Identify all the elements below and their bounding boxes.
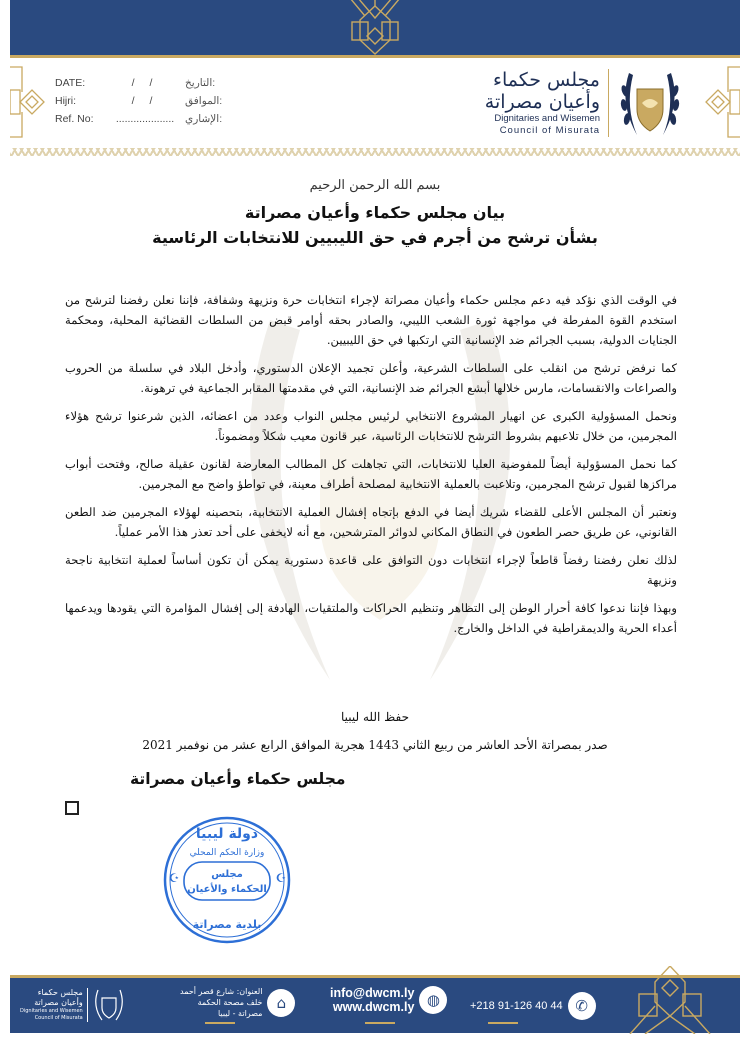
- footer-logo-en1: Dignitaries and Wisemen: [20, 1008, 83, 1014]
- laurel-shield-emblem-icon: [615, 63, 685, 143]
- ref-label-en: Ref. No:: [55, 113, 94, 125]
- logo-arabic-line1: مجلس حكماء: [493, 69, 600, 91]
- gold-underline: [365, 1022, 395, 1024]
- statement-title: بيان مجلس حكماء وأعيان مصراتة: [244, 203, 506, 222]
- address-line1: العنوان: شارع قصر أحمد: [180, 987, 263, 996]
- ref-value: ....................: [115, 113, 175, 125]
- paragraph: ونعتبر أن المجلس الأعلى للقضاء شريك أيضا في الدفع بإتجاه إفشال العملية الانتخابية، بتحصينه لهؤلاء المجرمين ضد الطعن القانوني، عن طريق حصر الطعون في النطاق المكاني لدوائر المترشحين، مع أنه لايخفى على أحد تعذر هذا الأمر عملياً.: [65, 505, 677, 539]
- date-label-en: DATE:: [55, 77, 86, 89]
- top-banner: [10, 0, 740, 58]
- footer-logo-en2: Council of Misurata: [34, 1015, 83, 1021]
- statement-subtitle: بشأن ترشح من أجرم في حق الليبيين للانتخابات الرئاسية: [152, 228, 598, 247]
- address-line3: مصراتة - ليبيا: [217, 1009, 263, 1018]
- paragraph: في الوقت الذي نؤكد فيه دعم مجلس حكماء وأعيان مصراتة لإجراء انتخابات حرة ونزيهة وشفافة، فإننا نعلن رفضنا لترشح من استخدم القوة المفرطة في مواجهة ثورة الشعب الليبي، والصادر بحقه أوامر قبض من السلطات القضائية المحلية، ومحكمة الجنايات الدولية، بسبب الجرائم ضد الإنسانية التي ارتكبها في حق الليبيين.: [65, 293, 677, 347]
- statement-body: [65, 290, 677, 646]
- letterhead-page: [10, 0, 740, 1042]
- stamp-center-line2: الحكماء والأعيان: [187, 884, 267, 895]
- footer-phone: [470, 992, 596, 1020]
- date-field: [55, 74, 235, 92]
- hijri-label-en: Hijri:: [55, 95, 76, 107]
- address-line2: خلف مصحة الحكمة: [197, 998, 263, 1007]
- hijri-field: [55, 92, 235, 110]
- logo-english-line2: Council of Misurata: [499, 125, 600, 136]
- globe-icon: ◍: [419, 986, 447, 1014]
- empty-checkbox[interactable]: [65, 801, 79, 815]
- phone-icon: ✆: [568, 992, 596, 1020]
- paragraph: كما نحمل المسؤولية أيضاً للمفوضية العليا للانتخابات، التي تجاهلت كل المطالب المعارضة لقانون عقيلة صالح، وفتحت أبواب مراكزها لقبول ترشح المجرمين، وتلاعبت بالعملية الانتخابية لمصلحة أطراف معينة، في تواطؤ واضح مع المجرمين.: [65, 457, 677, 491]
- footer-logo-ar1: مجلس حكماء: [37, 988, 83, 997]
- braid-divider: [10, 148, 740, 156]
- website-link[interactable]: www.dwcm.ly: [332, 1000, 415, 1014]
- left-ornament-icon: [10, 62, 46, 142]
- header-fields: [55, 74, 235, 128]
- hijri-label-ar: :الموافق: [185, 95, 223, 107]
- ref-label-ar: :الإشاري: [185, 113, 223, 125]
- paragraph: كما نرفض ترشح من انقلب على السلطات الشرعية، وأعلن تجميد الإعلان الدستوري، وأدخل البلاد في سلسلة من الحروب والصراعات والانقسامات، مارس خلالها أبشع الجرائم ضد الإنسانية، التي في مقدمتها المقابر الجماعية في ترهونة.: [65, 361, 677, 395]
- footer-emblem-icon: [92, 986, 126, 1024]
- home-icon: ⌂: [267, 989, 295, 1017]
- stamp-outer-top: دولة ليبيا: [195, 826, 259, 842]
- date-label-ar: :التاريخ: [185, 77, 216, 89]
- crescent-star-left-icon: ☪: [168, 871, 180, 885]
- logo-text: [485, 69, 609, 137]
- footer-logo-ar2: وأعيان مصراتة: [34, 998, 83, 1007]
- gold-underline: [205, 1022, 235, 1024]
- stamp-inner-top: وزارة الحكم المحلي: [189, 848, 265, 858]
- stamp-center-line1: مجلس: [211, 869, 243, 880]
- paragraph: وبهذا فإننا ندعوا كافة أحرار الوطن إلى التظاهر وتنظيم الحراكات والملتقيات، الهادفة إلى إفشال المؤامرة التي يقودها ويدعمها أعداء الحرية والديمقراطية في الداخل والخارج.: [65, 601, 677, 635]
- hijri-value: / /: [131, 95, 159, 107]
- web-text: [330, 986, 414, 1014]
- footer-contact-web: [330, 986, 447, 1014]
- official-stamp: [160, 810, 295, 950]
- gold-underline: [488, 1022, 518, 1024]
- footer-logo: [20, 986, 126, 1024]
- footer-address: [180, 986, 295, 1019]
- footer-ornament-icon: [625, 966, 715, 1034]
- basmala: بسم الله الرحمن الرحيم: [309, 178, 441, 193]
- footer-logo-text: [20, 988, 88, 1022]
- crescent-star-right-icon: ☪: [275, 871, 287, 885]
- paragraph: لذلك نعلن رفضنا رفضاً قاطعاً لإجراء انتخابات دون التوافق على قاعدة دستورية يمكن أن تكون أساساً لعملية انتخابية ناجحة ونزيهة: [65, 553, 677, 587]
- council-logo: [485, 63, 685, 143]
- geometric-ornament-icon: [330, 0, 420, 56]
- footer-banner: [10, 975, 740, 1033]
- logo-arabic-line2: وأعيان مصراتة: [484, 91, 600, 113]
- paragraph: ونحمل المسؤولية الكبرى عن انهيار المشروع الانتخابي لرئيس مجلس النواب وعدد من اعضائه، الذين شرعنوا ترشح هؤلاء المجرمين، من خلال تلاعبهم بشروط الترشح للانتخابات الرئاسية، عبر قانون معيب شكلاً ومضموناً.: [65, 409, 677, 443]
- closing-prayer: حفظ الله ليبيا: [340, 710, 410, 724]
- email-link[interactable]: info@dwcm.ly: [330, 986, 415, 1000]
- date-value: / /: [131, 77, 159, 89]
- ref-field: [55, 110, 235, 128]
- stamp-outer-bottom: بلدية مصراتة: [192, 918, 262, 931]
- logo-english-line1: Dignitaries and Wisemen: [494, 113, 600, 124]
- right-ornament-icon: [704, 62, 740, 142]
- address-text: [180, 986, 262, 1019]
- signature-name: مجلس حكماء وأعيان مصراتة: [130, 770, 346, 788]
- phone-number[interactable]: +218 91-126 40 44: [470, 1000, 563, 1012]
- issued-date-line: صدر بمصراتة الأحد العاشر من ربيع الثاني 1443 هجرية الموافق الرابع عشر من نوفمبر 2021: [142, 738, 608, 752]
